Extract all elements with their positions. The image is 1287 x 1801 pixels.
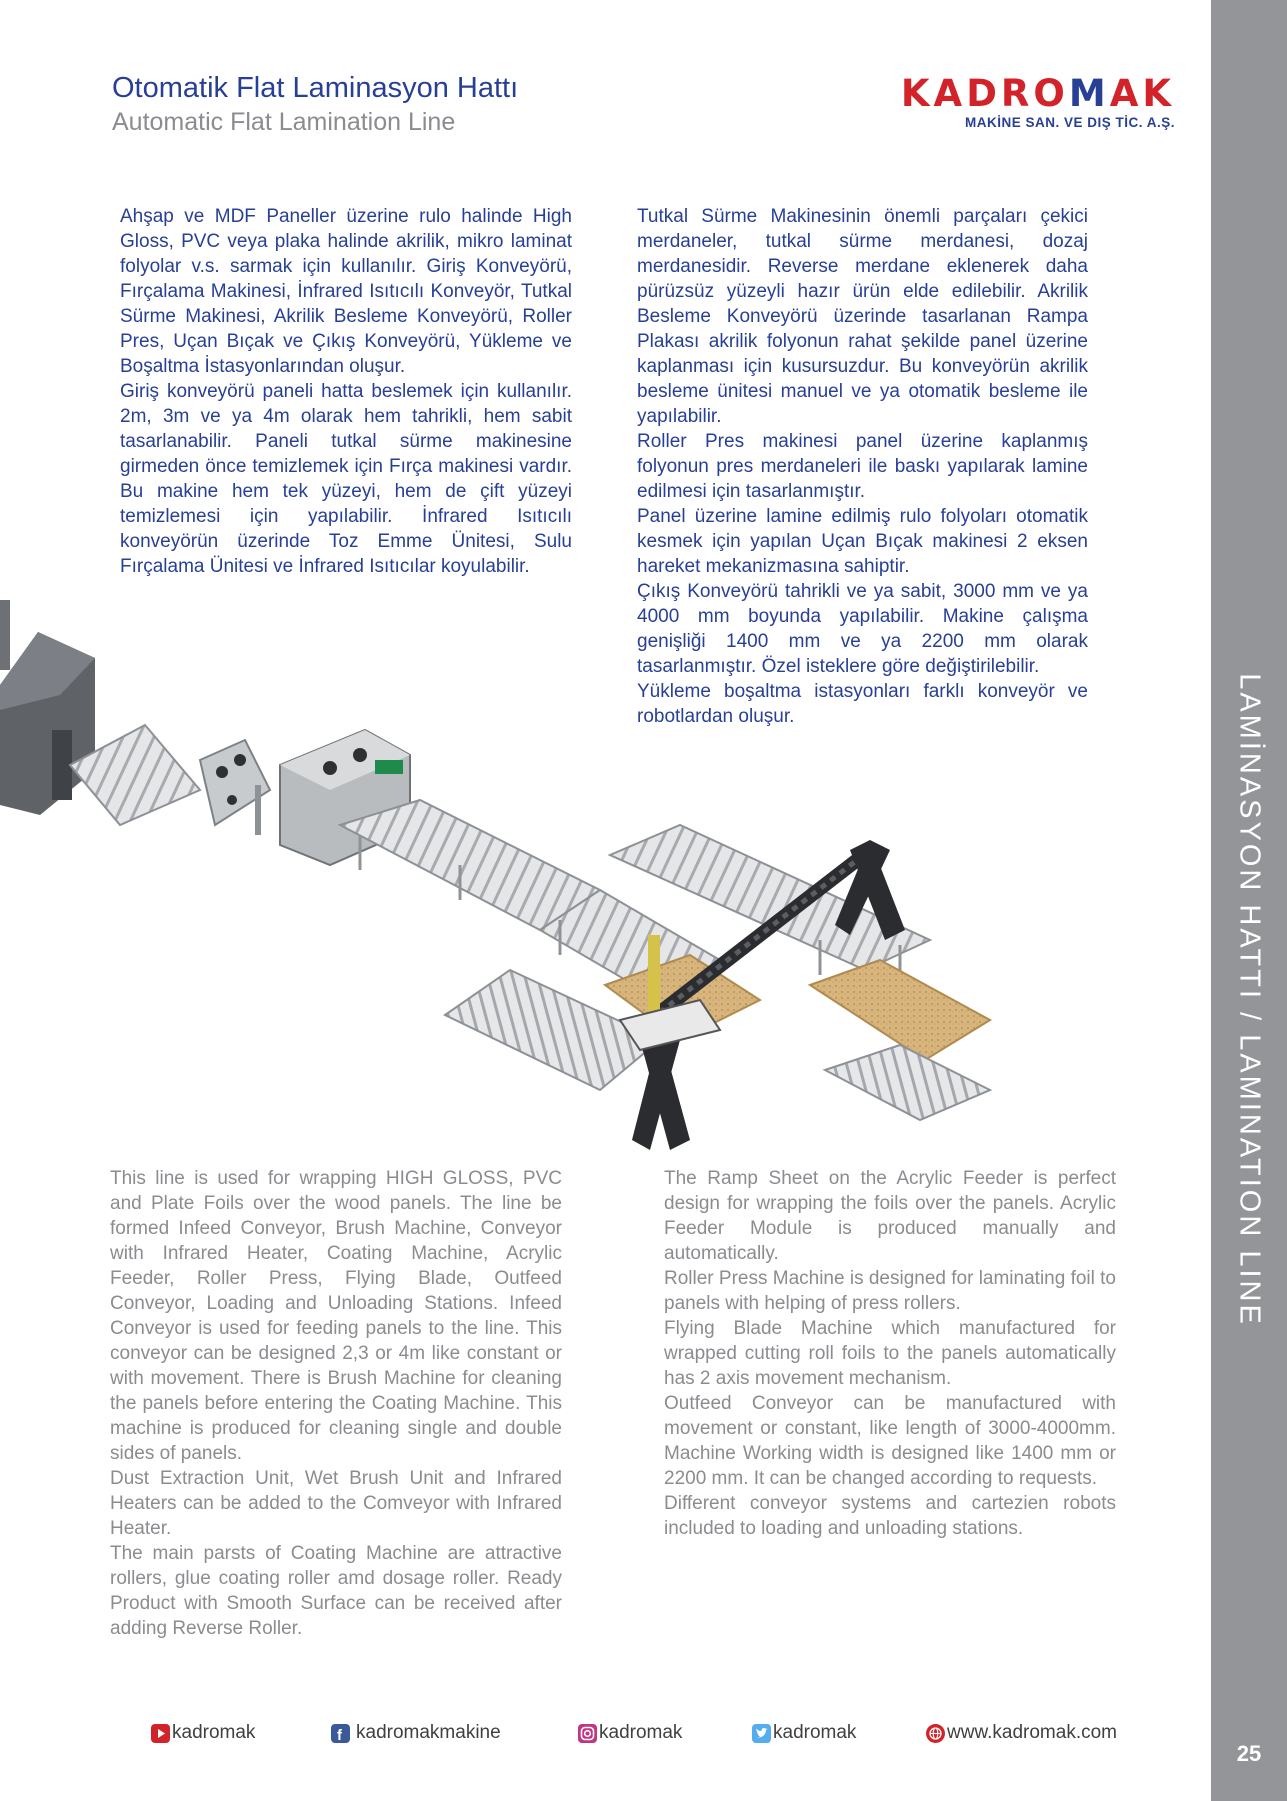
paragraph: Yükleme boşaltma istasyonları farklı konveyör ve robotlardan oluşur.	[637, 681, 1088, 727]
facebook-label: kadromakmakine	[356, 1722, 501, 1743]
youtube-label: kadromak	[172, 1722, 256, 1743]
logo-tagline: MAKİNE SAN. VE DIŞ TİC. A.Ş.	[964, 115, 1175, 130]
twitter-icon	[752, 1724, 771, 1743]
globe-icon	[926, 1724, 945, 1743]
facebook-link[interactable]	[331, 1722, 501, 1744]
unloading-conveyor	[825, 1045, 990, 1120]
facebook-icon	[331, 1724, 350, 1743]
body-tr-left	[120, 204, 572, 579]
youtube-icon	[151, 1724, 170, 1743]
twitter-link[interactable]	[752, 1722, 856, 1744]
page-number: 25	[1236, 1741, 1262, 1766]
acrylic-feeder-conveyor	[340, 800, 600, 930]
page-title-en: Automatic Flat Lamination Line	[112, 108, 456, 136]
paragraph: The Ramp Sheet on the Acrylic Feeder is perfect design for wrapping the foils over the panels. Acrylic Feeder Module is produced manually and automatically.	[664, 1168, 1116, 1264]
support-pole	[0, 600, 10, 670]
paragraph: Panel üzerine lamine edilmiş rulo folyoları otomatik kesmek için yapılan Uçan Bıçak makinesi 2 eksen hareket mekanizmasına sahiptir.	[637, 506, 1088, 577]
logo-wordmark: KADROMAK	[900, 72, 1175, 115]
paragraph: Çıkış Konveyörü tahrikli ve ya sabit, 3000 mm ve ya 4000 mm boyunda yapılabilir. Makine çalışma genişliği 1400 mm ve ya 2200 mm olarak tasarlanmıştır. Özel isteklere göre değiştirilebilir.	[637, 581, 1088, 677]
youtube-link[interactable]	[151, 1722, 255, 1744]
website-link[interactable]	[926, 1722, 1117, 1744]
side-title: LAMİNASYON HATTI / LAMINATION LINE	[1233, 673, 1266, 1327]
page-title-tr: Otomatik Flat Laminasyon Hattı	[112, 72, 519, 104]
lamination-line-illustration	[0, 600, 1000, 1160]
website-label: www.kadromak.com	[947, 1722, 1117, 1743]
paragraph: Roller Press Machine is designed for laminating foil to panels with helping of press rollers.	[664, 1268, 1116, 1314]
paragraph: Ahşap ve MDF Paneller üzerine rulo halinde High Gloss, PVC veya plaka halinde akrilik, mikro laminat folyolar v.s. sarmak için kullanılır. Giriş Konveyörü, Fırçalama Makinesi, İnfrared Isıtıcılı Konveyör, Tutkal Sürme Makinesi, Akrilik Besleme Konveyörü, Roller Pres, Uçan Bıçak ve Çıkış Konveyörü, Yükleme ve Boşaltma İstasyonlarından oluşur.	[120, 206, 572, 377]
body-en-right	[664, 1166, 1116, 1541]
twitter-label: kadromak	[773, 1722, 857, 1743]
paragraph: Roller Pres makinesi panel üzerine kaplanmış folyonun pres merdaneleri ile baskı yapılarak lamine edilmesi için tasarlanmıştır.	[637, 431, 1088, 502]
paragraph: Different conveyor systems and cartezien robots included to loading and unloading stations.	[664, 1493, 1116, 1539]
instagram-label: kadromak	[599, 1722, 683, 1743]
instagram-icon	[578, 1724, 597, 1743]
footer-social-bar	[0, 1722, 1200, 1752]
instagram-link[interactable]	[578, 1722, 682, 1744]
paragraph: Flying Blade Machine which manufactured for wrapped cutting roll foils to the panels automatically has 2 axis movement mechanism.	[664, 1318, 1116, 1389]
paragraph: Dust Extraction Unit, Wet Brush Unit and Infrared Heaters can be added to the Comveyor with Infrared Heater.	[110, 1468, 562, 1539]
paragraph: Outfeed Conveyor can be manufactured with movement or constant, like length of 3000-4000mm. Machine Working width is designed like 1400 mm or 2200 mm. It can be changed according to requests.	[664, 1393, 1116, 1489]
company-logo	[900, 72, 1175, 138]
paragraph: This line is used for wrapping HIGH GLOSS, PVC and Plate Foils over the wood panels. The line be formed Infeed Conveyor, Brush Machine, Conveyor with Infrared Heater, Coating Machine, Acrylic Feeder, Roller Press, Flying Blade, Outfeed Conveyor, Loading and Unloading Stations. Infeed Conveyor is used for feeding panels to the line. This conveyor can be designed 2,3 or 4m like constant or with movement. There is Brush Machine for cleaning the panels before entering the Coating Machine. This machine is produced for cleaning single and double sides of panels.	[110, 1168, 562, 1464]
paragraph: The main parsts of Coating Machine are attractive rollers, glue coating roller amd dosage roller. Ready Product with Smooth Surface can be received after adding Reverse Roller.	[110, 1543, 562, 1639]
body-en-left	[110, 1166, 562, 1641]
paragraph: Tutkal Sürme Makinesinin önemli parçaları çekici merdaneler, tutkal sürme merdanesi, dozaj merdanesidir. Reverse merdane eklenerek daha pürüzsüz yüzeyli hazır ürün elde edilebilir. Akrilik Besleme Konveyörü üzerinde tasarlanan Rampa Plakası akrilik folyonun rahat şekilde panel üzerine kaplanması için kusursuzdur. Bu konveyörün akrilik besleme ünitesi manuel ve ya otomatik besleme ile yapılabilir.	[637, 206, 1088, 427]
svg-text:f: f	[337, 1726, 342, 1743]
paragraph: Giriş konveyörü paneli hatta beslemek için kullanılır. 2m, 3m ve ya 4m olarak hem tahrikli, hem sabit tasarlanabilir. Paneli tutkal sürme makinesine girmeden önce temizlemek için Fırça makinesi vardır. Bu makine hem tek yüzeyi, hem de çift yüzeyi temizlemesi için yapılabilir. İnfrared Isıtıcılı konveyörün üzerinde Toz Emme Ünitesi, Sulu Fırçalama Ünitesi ve İnfrared Isıtıcılar koyulabilir.	[120, 381, 572, 577]
